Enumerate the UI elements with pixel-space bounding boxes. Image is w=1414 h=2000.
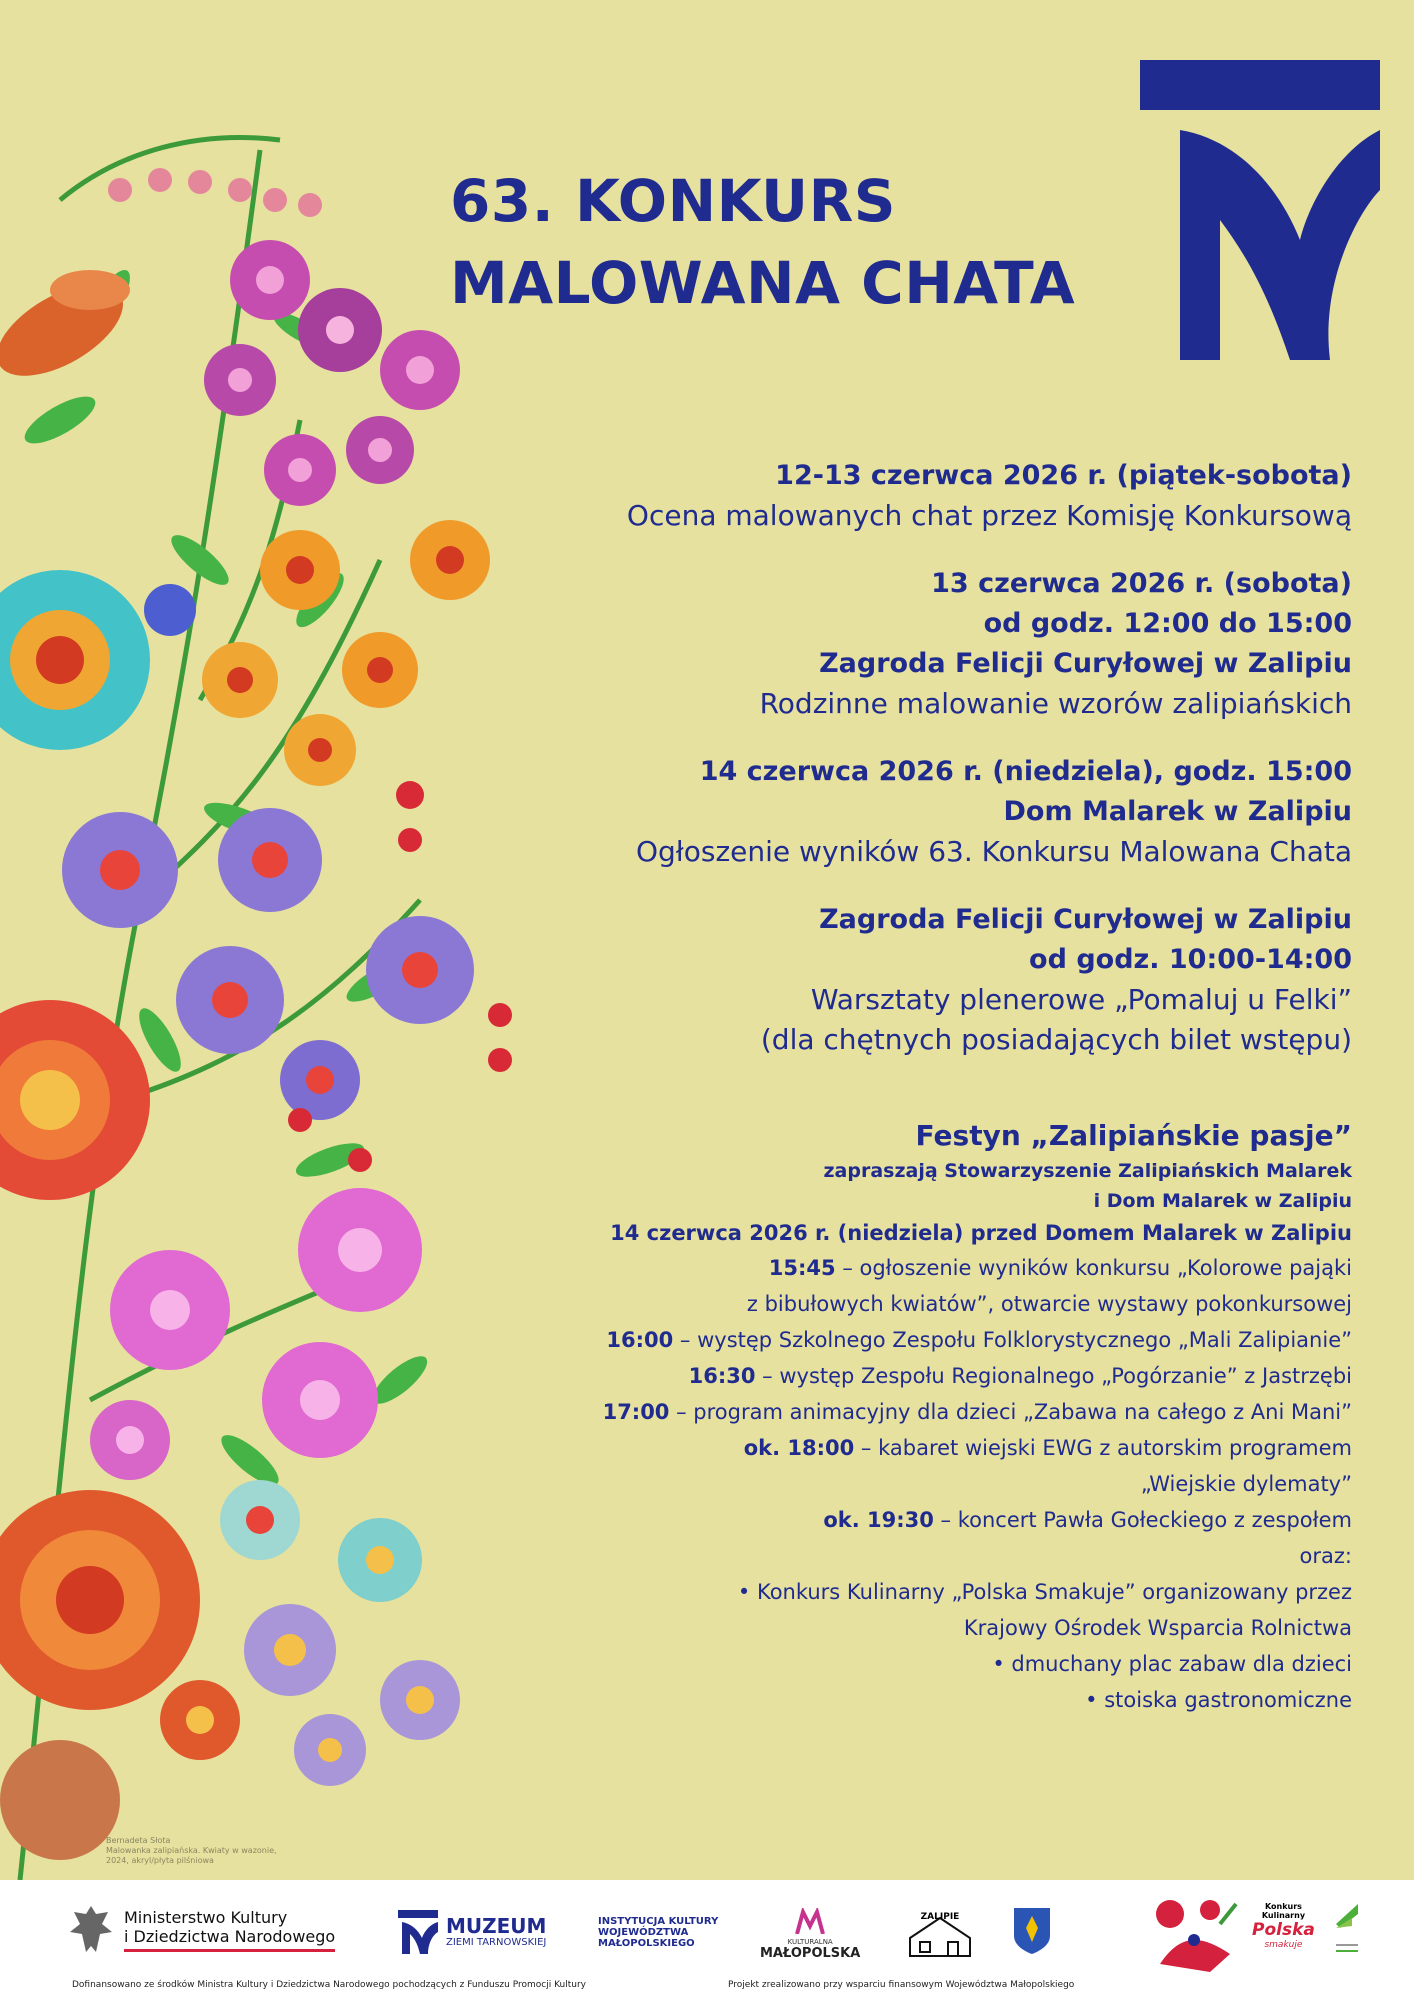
leaf-icon [1332,1900,1362,1960]
malopolska-logo: KULTURALNA MAŁOPOLSKA [760,1908,860,1961]
event-2-place: Zagroda Felicji Curyłowej w Zalipiu [819,648,1352,679]
polska-smakuje-logo: Konkurs Kulinarny Polska smakuje [1252,1902,1315,1950]
event-1-desc: Ocena malowanych chat przez Komisję Konkursową [626,499,1352,532]
festyn [472,1116,1352,1718]
magenta-flowers [204,240,460,506]
folk-ornament-icon [1150,1894,1240,1974]
program-line: • dmuchany plac zabaw dla dzieci [992,1652,1352,1676]
festyn-date: 14 czerwca 2026 r. (niedziela) przed Domem Malarek w Zalipiu [610,1221,1352,1245]
shield-icon [1012,1906,1052,1956]
event-4-time: od godz. 10:00-14:00 [1029,944,1352,975]
museum-m-icon [398,1910,438,1954]
program-line: 16:00 – występ Szkolnego Zespołu Folklorystycznego „Mali Zalipianie” [606,1328,1352,1352]
institution-label: INSTYTUCJA KULTURY WOJEWÓDZTWA MAŁOPOLSKIEGO [598,1916,719,1949]
orange-lily [0,266,138,395]
event-4-desc: Warsztaty plenerowe „Pomaluj u Felki” [810,983,1352,1016]
title-line-2: MALOWANA CHATA [450,249,1076,317]
orange-red-flower [0,1490,200,1710]
program-line: z bibułowych kwiatów”, otwarcie wystawy pokonkursowej [746,1292,1352,1316]
sponsor-footer [0,1880,1414,2000]
muzeum-m-logo [1140,60,1380,360]
program-line: „Wiejskie dylematy” [1140,1472,1352,1496]
program-line: oraz: [1299,1544,1352,1568]
event-2 [472,564,1352,724]
turquoise-flower [0,570,150,750]
event-2-desc: Rodzinne malowanie wzorów zalipiańskich [759,687,1352,720]
event-4-note: (dla chętnych posiadających bilet wstępu) [760,1023,1352,1056]
project-note: Projekt zrealizowano przy wsparciu finansowym Województwa Małopolskiego [728,1980,1075,1990]
festyn-title: Festyn „Zalipiańskie pasje” [915,1119,1352,1152]
event-3-desc: Ogłoszenie wyników 63. Konkursu Malowana Chata [635,835,1352,868]
ministry-logo: Ministerstwo Kultury i Dziedzictwa Narodowego [66,1902,335,1958]
malopolska-m-icon [795,1908,825,1934]
coat-of-arms [1012,1906,1052,1956]
festyn-organizers-2: i Dom Malarek w Zalipiu [1093,1190,1352,1212]
program-line: 15:45 – ogłoszenie wyników konkursu „Kolorowe pająki [768,1256,1352,1280]
museum-logo: MUZEUM ZIEMI TARNOWSKIEJ [398,1910,546,1954]
program-line: • Konkurs Kulinarny „Polska Smakuje” organizowany przez [737,1580,1352,1604]
event-2-time: od godz. 12:00 do 15:00 [983,608,1352,639]
program-line: ok. 18:00 – kabaret wiejski EWG z autorskim programem [743,1436,1352,1460]
funding-note: Dofinansowano ze środków Ministra Kultury i Dziedzictwa Narodowego pochodzących z Funduszu Promocji Kultury [72,1980,586,1990]
green-logo [1332,1900,1362,1960]
program-line: ok. 19:30 – koncert Pawła Gołeckiego z zespołem [823,1508,1352,1532]
zalipie-logo: ZALIPIE [900,1908,980,1922]
artwork-credit: Bernadeta Słota Malowanka zalipiańska. Kwiaty w wazonie, 2024, akryl/płyta pilśniowa [106,1836,277,1865]
program-line: 17:00 – program animacyjny dla dzieci „Zabawa na całego z Ani Mani” [602,1400,1352,1424]
schedule [472,456,1352,1718]
eagle-icon [66,1902,116,1958]
folk-art-logo [1150,1894,1240,1974]
red-flower [0,1000,150,1200]
event-1-date: 12-13 czerwca 2026 r. (piątek-sobota) [775,460,1352,491]
event-3-date: 14 czerwca 2026 r. (niedziela), godz. 15:00 [699,756,1352,787]
festyn-program [472,1250,1352,1718]
event-4-place: Zagroda Felicji Curyłowej w Zalipiu [819,904,1352,935]
event-3 [472,752,1352,872]
event-2-date: 13 czerwca 2026 r. (sobota) [931,568,1352,599]
pink-bells [108,168,322,217]
title-line-1: 63. KONKURS [450,167,897,235]
orange-flowers [202,520,490,786]
event-3-place: Dom Malarek w Zalipiu [1003,796,1352,827]
pink-lilies [90,1188,422,1480]
program-line: 16:30 – występ Zespołu Regionalnego „Pogórzanie” z Jastrzębi [688,1364,1352,1388]
event-4 [472,900,1352,1060]
event-1 [472,456,1352,536]
program-line: Krajowy Ośrodek Wsparcia Rolnictwa [963,1616,1352,1640]
program-line: • stoiska gastronomiczne [1085,1688,1352,1712]
festyn-organizers-1: zapraszają Stowarzyszenie Zalipiańskich Malarek [823,1160,1352,1182]
title [450,160,1075,324]
